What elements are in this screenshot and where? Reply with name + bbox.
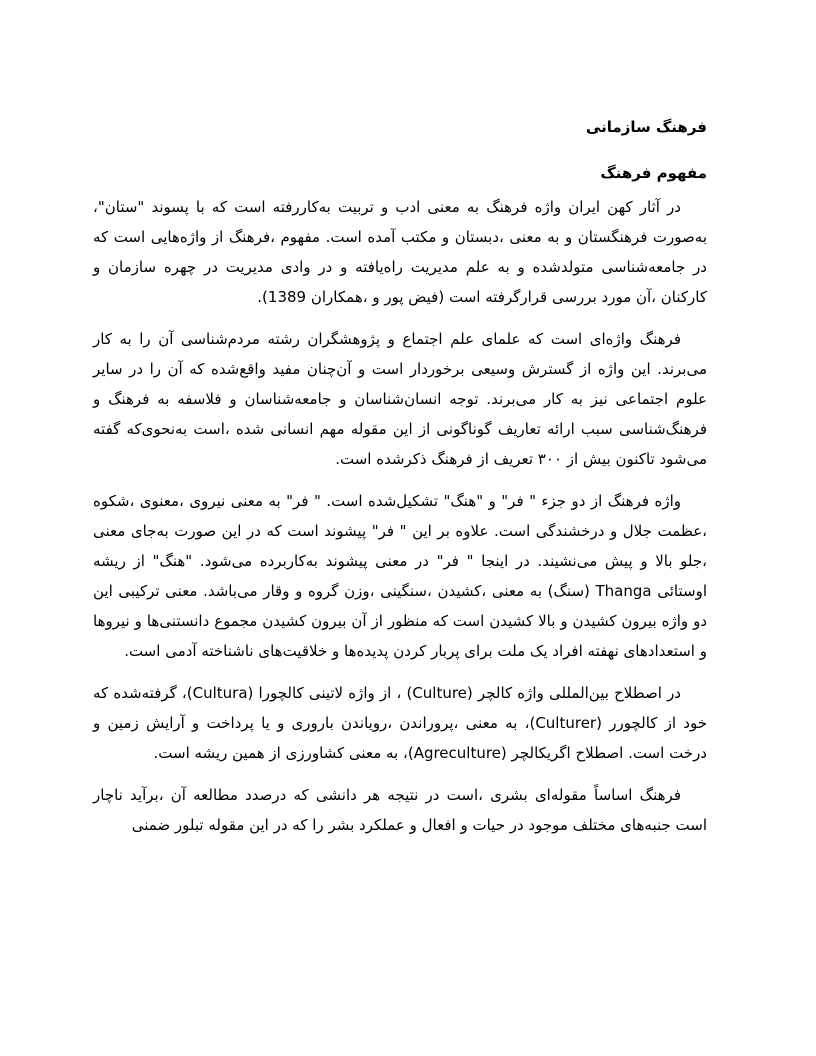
document-title: فرهنگ سازمانی <box>585 118 707 136</box>
paragraph-3: واژه فرهنگ از دو جزء " فر" و "هنگ" تشکیل‌شده است. " فر" به معنی نیروی ،معنوی ،شکوه ،عظمت جلال و درخشندگی است. علاوه بر این " فر" پیشوند است که در این صورت به‌جای معنی ،جلو بالا و پیش می‌نشیند. در اینجا " فر" در معنی پیشوند به‌کاربرده می‌شود. "هنگ" از ریشه اوستائی Thanga (سنگ) به معنی ،کشیدن ،سنگینی ،وزن گروه و وقار می‌باشد. معنی ترکیبی این دو واژه بیرون کشیدن و بالا کشیدن است که منظور از آن بیرون کشیدن مجموع دانستنی‌ها و نیروها و استعدادهای نهفته افراد یک ملت برای پربار کردن پدیده‌ها و خلاقیت‌های ناشناخته آدمی است. <box>93 492 707 660</box>
paragraph-4: در اصطلاح بین‌المللی واژه کالچر (Culture) ، از واژه لاتینی کالچورا (Cultura)، گرفته‌شده که خود از کالچورر (Culturer)، به معنی ،پروراندن ،رویاندن باروری و یا پرداخت و آرایش زمین و درخت است. اصطلاح اگریکالچر (Agreculture)، به معنی کشاورزی از همین ریشه است. <box>93 684 707 762</box>
paragraph-1: در آثار کهن ایران واژه فرهنگ به معنی ادب و تربیت به‌کاررفته است که با پسوند "ستان"، به‌صورت فرهنگستان و به معنی ،دبستان و مکتب آمده است. مفهوم ،فرهنگ از واژه‌هایی است که در جامعه‌شناسی متولدشده و به علم مدیریت راه‌یافته و در وادی مدیریت در چهره سازمان و کارکنان ،آن مورد بررسی قرارگرفته است (فیض پور و ،همکاران 1389). <box>93 198 707 306</box>
document-page <box>93 112 707 852</box>
paragraph-5: فرهنگ اساساً مقوله‌ای بشری ،است در نتیجه هر دانشی که درصدد مطالعه آن ،برآید ناچار است جنبه‌های مختلف موجود در حیات و افعال و عملکرد بشر را که در این مقوله تبلور ضمنی <box>93 786 707 834</box>
paragraph-2: فرهنگ واژه‌ای است که علمای علم اجتماع و پژوهشگران رشته مردم‌شناسی آن را به کار می‌برند. این واژه از گسترش وسیعی برخوردار است و آن‌چنان مفید واقع‌شده که آن را در سایر علوم اجتماعی نیز به کار می‌برند. توجه انسان‌شناسان و جامعه‌شناسان و فلاسفه به فرهنگ و فرهنگ‌شناسی سبب ارائه تعاریف گوناگونی از این مقوله مهم انسانی شده ،است به‌نحوی‌که گفته می‌شود تاکنون بیش از ۳۰۰ تعریف از فرهنگ ذکرشده است. <box>93 330 707 468</box>
section-heading: مفهوم فرهنگ <box>600 164 707 182</box>
